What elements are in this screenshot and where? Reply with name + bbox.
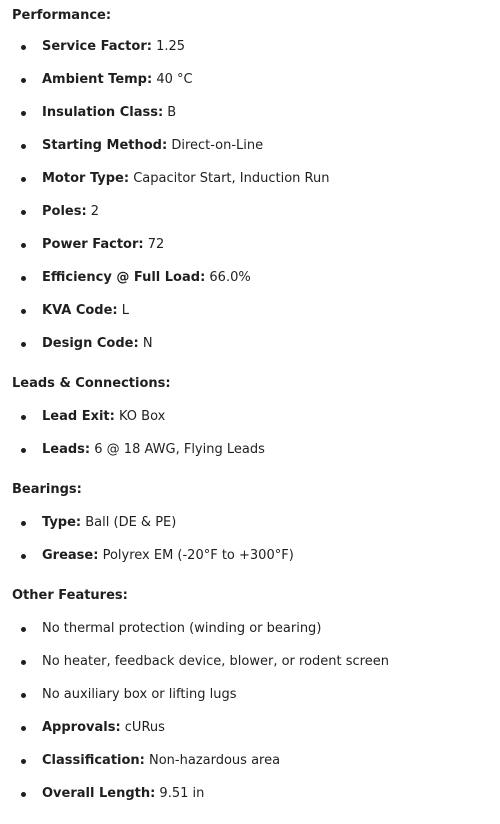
item-value: 6 @ 18 AWG, Flying Leads: [90, 442, 265, 457]
item-value: No auxiliary box or lifting lugs: [42, 687, 237, 702]
bullet-icon: [21, 521, 26, 526]
item-value: 72: [143, 237, 165, 252]
item-label: Classification:: [42, 753, 145, 768]
item-label: Grease:: [42, 548, 99, 563]
list-item-text: [42, 70, 193, 90]
list-item-text: [42, 169, 329, 189]
list-item-text: [42, 103, 176, 123]
list-item-text: [42, 334, 153, 354]
item-label: Ambient Temp:: [42, 72, 153, 87]
item-label: Motor Type:: [42, 171, 130, 186]
bullet-icon: [21, 792, 26, 797]
item-label: Power Factor:: [42, 237, 144, 252]
list-item-text: [42, 202, 99, 222]
item-value: KO Box: [114, 409, 166, 424]
item-value: No thermal protection (winding or bearing): [42, 621, 322, 636]
item-value: Capacitor Start, Induction Run: [129, 171, 330, 186]
item-value: B: [163, 105, 177, 120]
list-item-text: [42, 652, 389, 672]
list-item-text: [42, 784, 204, 804]
item-value: 2: [86, 204, 100, 219]
item-label: Design Code:: [42, 336, 139, 351]
bullet-icon: [21, 276, 26, 281]
bullet-icon: [21, 448, 26, 453]
bullet-icon: [21, 144, 26, 149]
list-item-text: [42, 619, 321, 639]
performance-heading: Performance:: [12, 8, 112, 23]
list-item-text: [42, 546, 294, 566]
item-value: N: [138, 336, 153, 351]
list-item-text: [42, 440, 265, 460]
bullet-icon: [21, 627, 26, 632]
bullet-icon: [21, 243, 26, 248]
bullet-icon: [21, 660, 26, 665]
list-item-text: [42, 685, 237, 705]
item-value: L: [117, 303, 130, 318]
bullet-icon: [21, 210, 26, 215]
list-item-text: [42, 718, 165, 738]
item-value: Non-hazardous area: [144, 753, 281, 768]
item-label: Efficiency @ Full Load:: [42, 270, 206, 285]
item-label: Insulation Class:: [42, 105, 164, 120]
item-value: Polyrex EM (-20°F to +300°F): [98, 548, 294, 563]
bullet-icon: [21, 415, 26, 420]
bearings-heading: Bearings:: [12, 482, 82, 497]
list-item-text: [42, 301, 129, 321]
bullet-icon: [21, 726, 26, 731]
bullet-icon: [21, 177, 26, 182]
item-label: Leads:: [42, 442, 91, 457]
item-label: Lead Exit:: [42, 409, 115, 424]
item-label: KVA Code:: [42, 303, 118, 318]
item-value: No heater, feedback device, blower, or rodent screen: [42, 654, 389, 669]
bullet-icon: [21, 554, 26, 559]
item-value: 40 °C: [152, 72, 193, 87]
item-label: Approvals:: [42, 720, 121, 735]
list-item-text: [42, 513, 176, 533]
item-value: Direct-on-Line: [167, 138, 264, 153]
bullet-icon: [21, 342, 26, 347]
bullet-icon: [21, 78, 26, 83]
list-item-text: [42, 407, 165, 427]
bullet-icon: [21, 759, 26, 764]
item-value: 66.0%: [205, 270, 251, 285]
item-label: Poles:: [42, 204, 87, 219]
item-label: Service Factor:: [42, 39, 152, 54]
list-item-text: [42, 235, 164, 255]
item-value: 9.51 in: [155, 786, 205, 801]
item-value: 1.25: [151, 39, 186, 54]
item-label: Overall Length:: [42, 786, 156, 801]
bullet-icon: [21, 693, 26, 698]
bullet-icon: [21, 111, 26, 116]
list-item-text: [42, 37, 185, 57]
list-item-text: [42, 268, 251, 288]
leads-connections-heading: Leads & Connections:: [12, 376, 171, 391]
item-label: Type:: [42, 515, 82, 530]
other-features-heading: Other Features:: [12, 588, 128, 603]
bullet-icon: [21, 309, 26, 314]
item-value: cURus: [120, 720, 165, 735]
bullet-icon: [21, 45, 26, 50]
list-item-text: [42, 136, 263, 156]
item-label: Starting Method:: [42, 138, 168, 153]
list-item-text: [42, 751, 280, 771]
item-value: Ball (DE & PE): [81, 515, 177, 530]
